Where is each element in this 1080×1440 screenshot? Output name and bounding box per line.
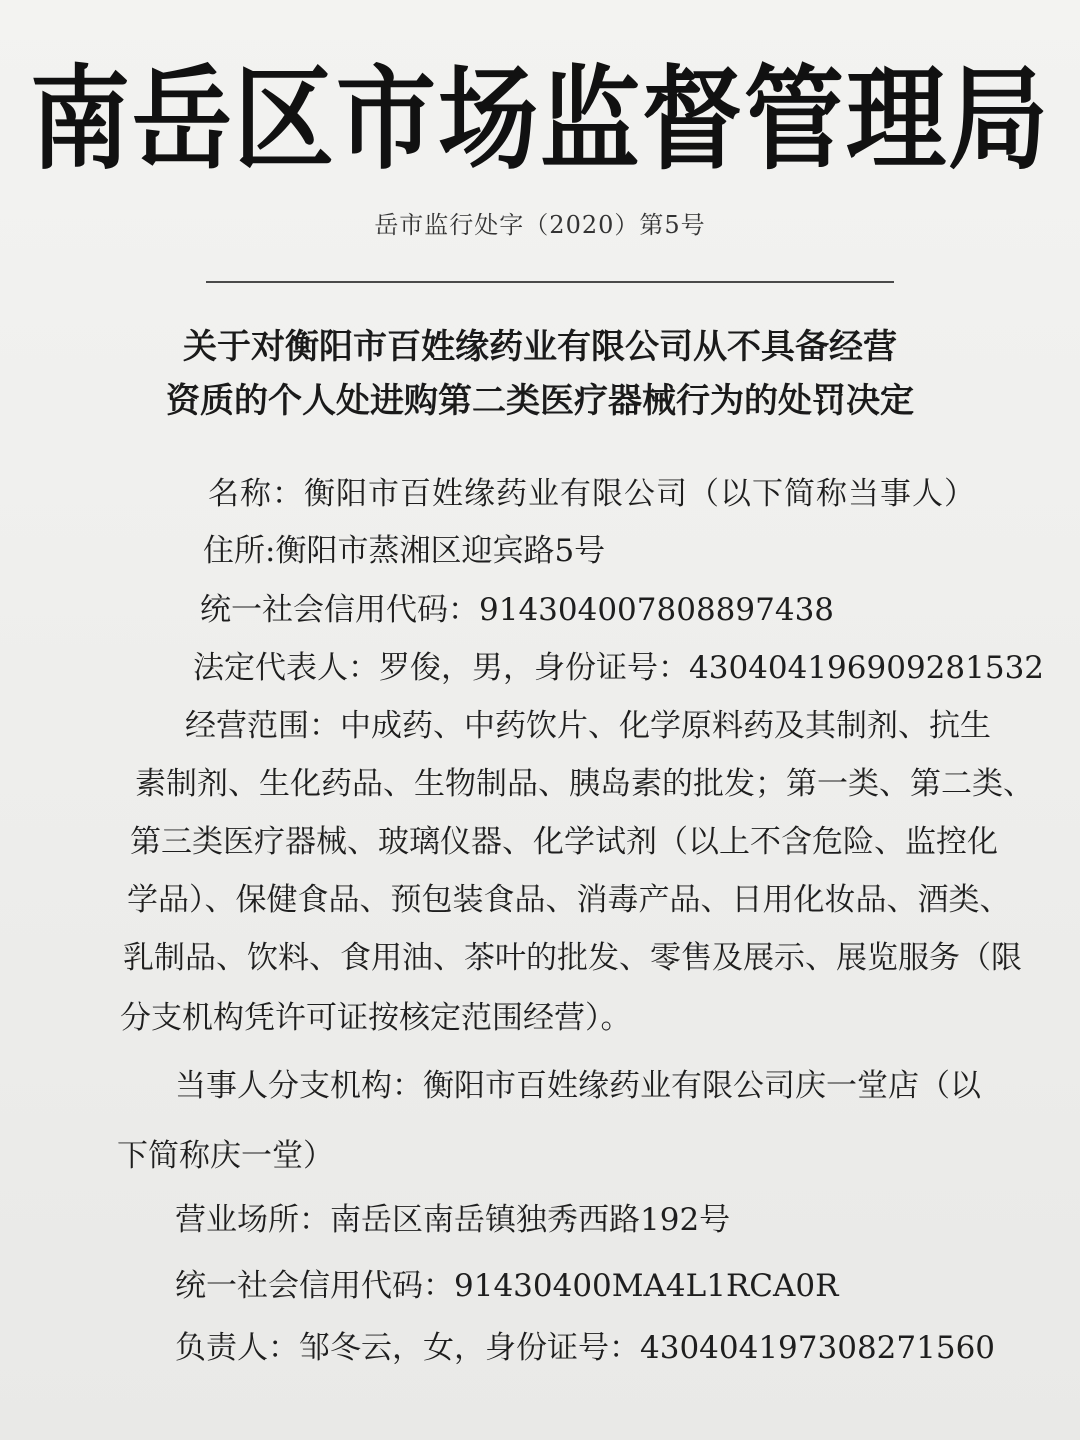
business-scope-line-6: 分支机构凭许可证按核定范围经营）。 xyxy=(120,1000,632,1036)
subject-line-1: 关于对衡阳市百姓缘药业有限公司从不具备经营 xyxy=(183,327,897,367)
branch-line-2: 下简称庆一堂） xyxy=(117,1138,334,1174)
document-number: 岳市监行处字（2020）第5号 xyxy=(374,211,706,239)
party-credit-code: 统一社会信用代码：914304007808897438 xyxy=(200,592,835,628)
business-scope-line-2: 素制剂、生化药品、生物制品、胰岛素的批发；第一类、第二类、 xyxy=(135,766,1034,802)
party-name: 名称：衡阳市百姓缘药业有限公司（以下简称当事人） xyxy=(208,476,976,512)
party-address: 住所:衡阳市蒸湘区迎宾路5号 xyxy=(203,533,606,569)
legal-representative: 法定代表人：罗俊，男，身份证号：430404196909281532 xyxy=(193,650,1045,686)
branch-address: 营业场所：南岳区南岳镇独秀西路192号 xyxy=(175,1202,731,1238)
decision-subject xyxy=(140,320,940,428)
business-scope-line-5: 乳制品、饮料、食用油、茶叶的批发、零售及展示、展览服务（限 xyxy=(123,940,1022,976)
branch-credit-code: 统一社会信用代码：91430400MA4L1RCA0R xyxy=(175,1268,839,1304)
business-scope-line-1: 经营范围：中成药、中药饮片、化学原料药及其制剂、抗生 xyxy=(185,708,991,744)
branch-line-1: 当事人分支机构：衡阳市百姓缘药业有限公司庆一堂店（以 xyxy=(175,1068,981,1104)
branch-manager: 负责人：邹冬云，女，身份证号：430404197308271560 xyxy=(175,1330,996,1366)
subject-line-2: 资质的个人处进购第二类医疗器械行为的处罚决定 xyxy=(166,381,914,421)
agency-title: 南岳区市场监督管理局 xyxy=(30,53,1050,185)
business-scope-line-3: 第三类医疗器械、玻璃仪器、化学试剂（以上不含危险、监控化 xyxy=(130,824,998,860)
header-divider xyxy=(206,281,894,283)
business-scope-line-4: 学品）、保健食品、预包装食品、消毒产品、日用化妆品、酒类、 xyxy=(127,882,1011,918)
